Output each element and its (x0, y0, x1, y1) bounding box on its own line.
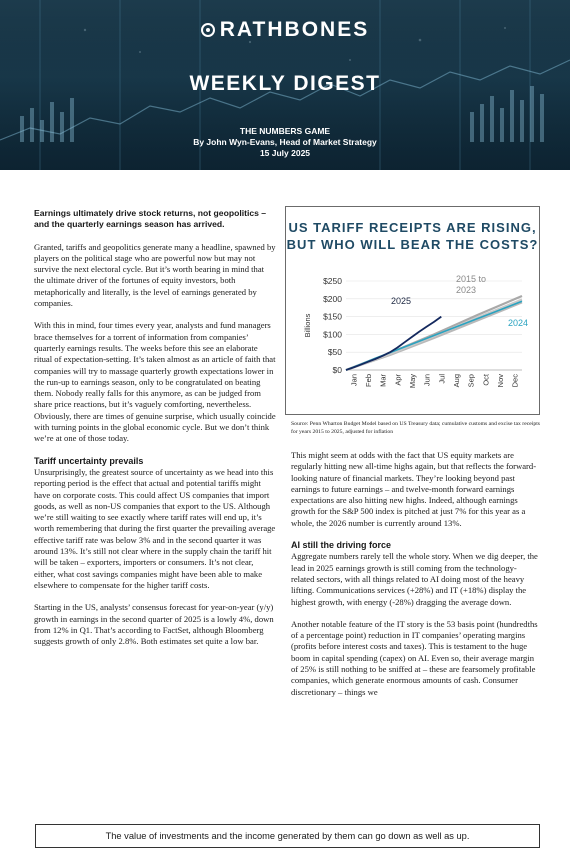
section-title: THE NUMBERS GAME (239, 126, 331, 136)
chart-title: US TARIFF RECEIPTS ARE RISING, BUT WHO WILL BEAR THE COSTS? (286, 220, 539, 252)
x-tick-label: Feb (364, 374, 373, 387)
x-tick-label: May (408, 374, 417, 389)
y-tick-label: $100 (323, 329, 342, 340)
tariff-receipts-chart (286, 207, 539, 414)
series-label-2015-to-2023-cont: 2023 (456, 285, 477, 295)
byline: By John Wyn-Evans, Head of Market Strategy (193, 137, 377, 147)
left-column (34, 208, 276, 658)
right-column (291, 450, 540, 709)
chart-panel (285, 206, 540, 415)
x-tick-label: Apr (393, 374, 403, 386)
paragraph: Unsurprisingly, the greatest source of uncertainty as we head into this reporting period is the effect that actual and potential tariffs might have on corporate costs. This could affect US companies that import goods, as well as non-US companies that export to the US. Although we’re still waiting to see exactly where tariff rates will end up, it’s worth remembering that during the first quarter the prevailing average effective tariff rate was below 3% and in the second quarter it was around 13%. It’s still not clear where in the supply chain the tariff hit will be taken – exporters, importers or consumers. It’s not clear, either, what cost savings companies might have been able to make elsewhere to compensate for the higher tariff costs. (34, 466, 276, 590)
paragraph: Granted, tariffs and geopolitics generate many a headline, spawned by players on the political stage who are powerful now but may not survive the next electoral cycle. But it’s worth bearing in mind that the ultimate driver of the fortunes of equity investors, both metaphorically and literally, is the level of earnings generated by companies. (34, 241, 276, 309)
publish-date: 15 July 2025 (259, 148, 311, 158)
paragraph: Aggregate numbers rarely tell the whole story. When we dig deeper, the lead in 2025 earnings growth is still coming from the technology-related sectors, with all things related to AI doing most of the heavy lifting. Communications services (+28%) and IT (+18%) display the highest growth, with energy (-28%) dragging the average down. (291, 551, 538, 607)
x-tick-label: Dec (510, 374, 520, 388)
paragraph: Another notable feature of the IT story is the 53 basis point (hundredths of a percentage point) reduction in IT companies’ operating margins (profits before interest costs and taxes). This is testament to the huge boom in capital spending (capex) on AI. Even so, their average margin of 25% is still nothing to be sniffed at – these are fearsomely profitable companies, which generate enormous amounts of cash. Consumer discretionary – things we (291, 618, 538, 697)
y-tick-label: $50 (327, 347, 342, 358)
x-tick-label: Jul (437, 374, 447, 384)
series-label-2024: 2024 (508, 318, 529, 328)
x-tick-label: Jan (349, 374, 359, 387)
paragraph: With this in mind, four times every year, analysts and fund managers brace themselves for a torrent of information from companies’ quarterly earnings results. The weeks before this see an elaborate ritual of expectation-setting. It’s taken almost as an article of faith that companies will try to massage quarterly growth expectations lower in the run-up to earnings season, only to be congratulated on beating them. Nobody really falls for this anymore, as can be judged from share price reactions, but it’s vaguely comforting, nevertheless. Obviously, there are times of genuine surprise, which usually coincide with turning points in the global economic cycle. But we don’t think we’re at one of those today. (34, 320, 276, 444)
series-label-2025: 2025 (391, 296, 412, 306)
y-tick-label: $0 (332, 365, 342, 375)
section-heading: AI still the driving force (291, 540, 392, 551)
brand-mark-icon (201, 23, 215, 37)
header-banner (0, 0, 570, 170)
x-tick-label: Nov (496, 374, 505, 388)
risk-disclaimer: The value of investments and the income generated by them can go down as well as up. (35, 824, 540, 848)
brand-logo (0, 18, 570, 42)
x-tick-label: Sep (466, 374, 476, 388)
y-tick-label: $250 (323, 276, 342, 286)
page-title: WEEKLY DIGEST (189, 72, 381, 95)
x-tick-label: Jun (422, 374, 432, 387)
x-tick-label: Mar (378, 374, 388, 387)
article-meta (0, 126, 570, 159)
brand-name: RATHBONES (219, 18, 370, 41)
y-axis-label: Billions (303, 313, 312, 338)
paragraph: This might seem at odds with the fact that US equity markets are regularly hitting new all-time highs again, but that reflects the forward-looking nature of financial markets. They’re looking beyond past earnings to future earnings – and twelve-month forward earnings expectations are also hitting new highs. Indeed, although earnings growth for the S&P 500 index is pitched at just 7% for this year as a whole, the 2026 number is currently around 13%. (291, 450, 537, 528)
section-heading: Tariff uncertainty prevails (34, 455, 144, 466)
y-tick-label: $150 (323, 311, 342, 322)
series-label-2015-to-2023: 2015 to (456, 274, 487, 284)
chart-source: Source: Penn Wharton Budget Model based on US Treasury data; cumulative customs and excise tax receipts for years 2015 to 2025, adjusted for inflation (291, 421, 540, 435)
y-tick-label: $200 (323, 293, 342, 304)
series-line-2025 (346, 317, 441, 370)
x-tick-label: Aug (452, 374, 461, 388)
paragraph: Starting in the US, analysts’ consensus forecast for year-on-year (y/y) growth in earnings in the second quarter of 2025 is a lowly 4%, down from 12% in Q1. That’s according to FactSet, although Bloomberg suggests growth of only 2.8%. Both estimates set quite a low bar. (34, 602, 274, 647)
lead-paragraph: Earnings ultimately drive stock returns, not geopolitics – and the quarterly earnings season has arrived. (34, 208, 267, 230)
x-tick-label: Oct (481, 374, 491, 386)
